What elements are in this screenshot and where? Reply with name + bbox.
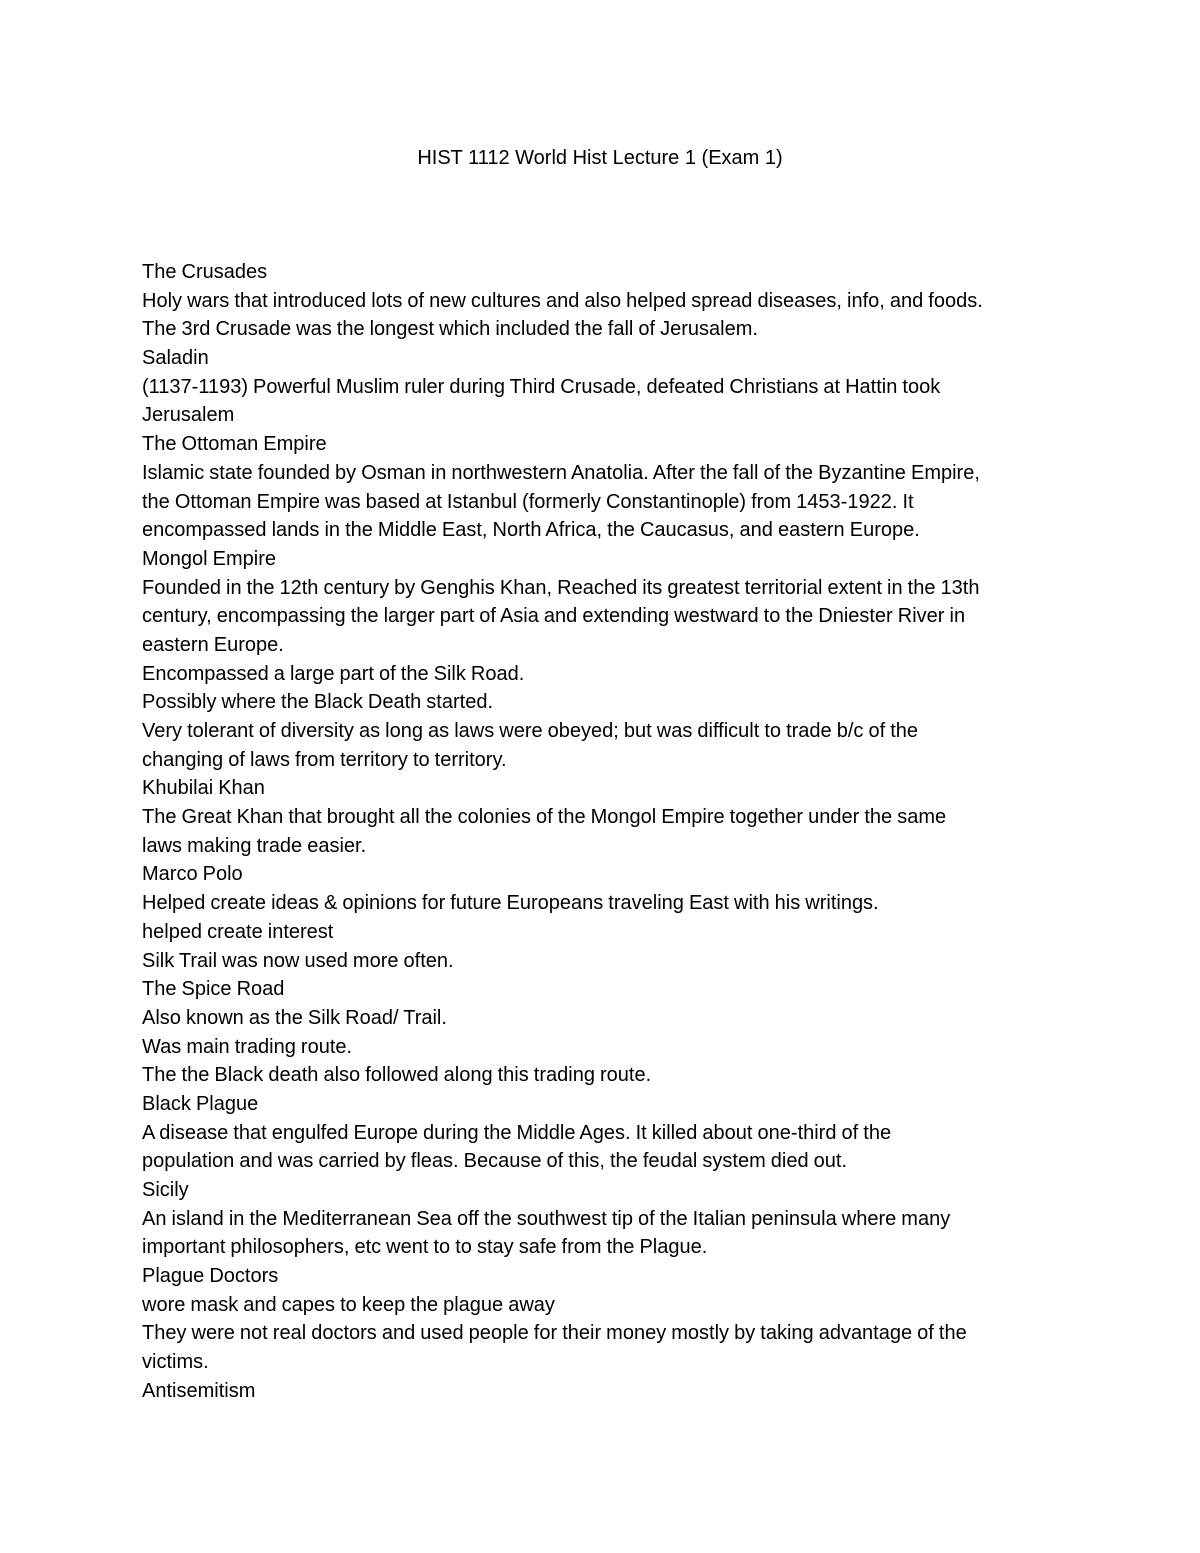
text-line: The Great Khan that brought all the colonies of the Mongol Empire together under the same: [142, 806, 947, 829]
text-line: population and was carried by fleas. Because of this, the feudal system died out.: [142, 1150, 848, 1173]
text-line: Encompassed a large part of the Silk Road.: [142, 662, 525, 685]
text-line: Saladin: [142, 347, 209, 370]
text-line: Mongol Empire: [142, 547, 277, 570]
text-line: A disease that engulfed Europe during the Middle Ages. It killed about one-third of the: [142, 1121, 892, 1144]
text-line: Sicily: [142, 1179, 189, 1201]
text-line: Islamic state founded by Osman in northwestern Anatolia. After the fall of the Byzantine Empire,: [142, 461, 980, 484]
text-line: Very tolerant of diversity as long as laws were obeyed; but was difficult to trade b/c of the: [142, 720, 918, 742]
text-line: wore mask and capes to keep the plague away: [142, 1293, 555, 1316]
text-line: laws making trade easier.: [142, 834, 367, 857]
text-line: Founded in the 12th century by Genghis Khan, Reached its greatest territorial extent in the 13th: [142, 576, 980, 599]
text-line: eastern Europe.: [142, 633, 284, 656]
document-title: HIST 1112 World Hist Lecture 1 (Exam 1): [417, 147, 783, 169]
text-line: Antisemitism: [142, 1379, 256, 1402]
text-line: The Ottoman Empire: [142, 433, 327, 456]
text-line: They were not real doctors and used people for their money mostly by taking advantage of the: [142, 1322, 967, 1345]
text-line: Marco Polo: [142, 863, 243, 886]
text-line: The Spice Road: [142, 978, 285, 1001]
text-line: Jerusalem: [142, 404, 235, 427]
text-line: Black Plague: [142, 1092, 259, 1115]
text-line: Helped create ideas & opinions for future Europeans traveling East with his writings.: [142, 892, 879, 915]
text-line: encompassed lands in the Middle East, North Africa, the Caucasus, and eastern Europe.: [142, 519, 920, 542]
text-line: Khubilai Khan: [142, 777, 265, 800]
text-line: An island in the Mediterranean Sea off the southwest tip of the Italian peninsula where many: [142, 1207, 951, 1230]
text-line: the Ottoman Empire was based at Istanbul (formerly Constantinople) from 1453-1922. It: [142, 490, 914, 513]
text-line: Possibly where the Black Death started.: [142, 691, 494, 714]
document-body: [142, 258, 1082, 1406]
text-line: (1137-1193) Powerful Muslim ruler during Third Crusade, defeated Christians at Hattin took: [142, 375, 941, 398]
text-line: Holy wars that introduced lots of new cultures and also helped spread diseases, info, and foods.: [142, 289, 983, 312]
text-line: important philosophers, etc went to to stay safe from the Plague.: [142, 1236, 708, 1259]
text-line: century, encompassing the larger part of Asia and extending westward to the Dniester River in: [142, 605, 966, 628]
text-line: helped create interest: [142, 920, 334, 943]
text-line: victims.: [142, 1351, 209, 1374]
text-line: The Crusades: [142, 261, 268, 283]
text-line: The 3rd Crusade was the longest which included the fall of Jerusalem.: [142, 318, 758, 341]
text-line: Was main trading route.: [142, 1035, 353, 1058]
text-line: The the Black death also followed along this trading route.: [142, 1064, 652, 1087]
text-line: Plague Doctors: [142, 1265, 279, 1288]
text-line: Also known as the Silk Road/ Trail.: [142, 1006, 447, 1029]
text-line: changing of laws from territory to territory.: [142, 748, 507, 771]
text-line: Silk Trail was now used more often.: [142, 949, 454, 972]
